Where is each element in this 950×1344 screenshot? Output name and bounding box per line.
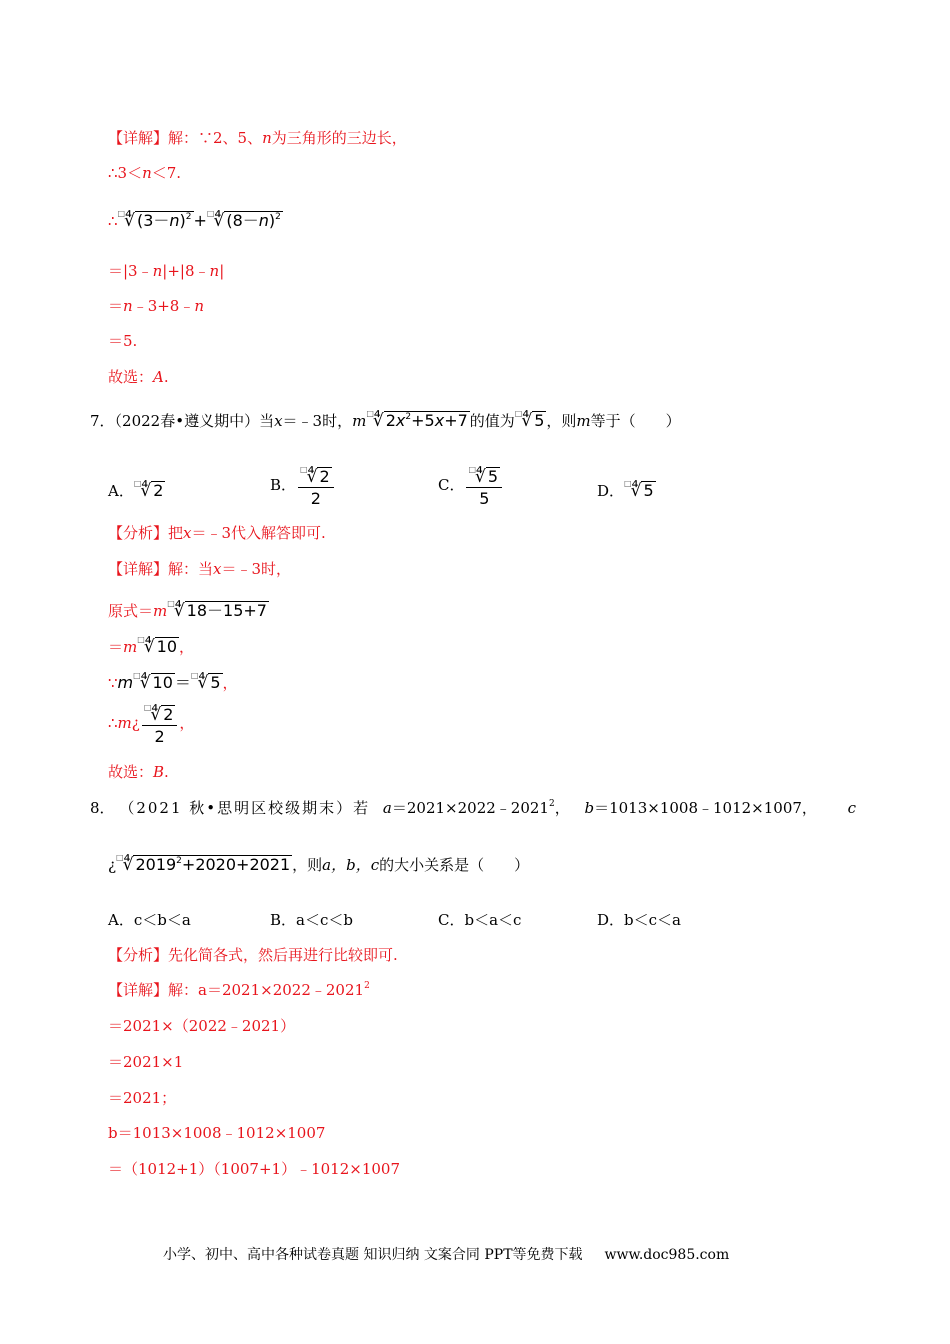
footer-text: 小学、初中、高中各种试卷真题 知识归纳 文案合同 PPT等免费下载 <box>163 1247 583 1263</box>
q6-detail-line-3: ∴□ ∜ $(3-n)^2$ +□ ∜ $(8-n)^2$ <box>108 209 281 231</box>
q8-stem-line-2: ¿□ ∜ $2019^2+2020+2021$ ，则a，b，c的大小关系是（ ） <box>108 853 530 875</box>
q7-option-b[interactable]: B． □ ∜ 2 2 <box>270 460 336 510</box>
q8-analysis: 【分析】先化简各式，然后再进行比较即可. <box>108 946 398 964</box>
q8-step-4: b＝1013×1008﹣1012×1007 <box>108 1124 326 1142</box>
q7-answer: 故选：B. <box>108 763 169 781</box>
q8-step-5: ＝（1012+1）（1007+1）﹣1012×1007 <box>108 1160 400 1178</box>
detail-tag: 【详解】 <box>108 129 169 147</box>
radical-expression: □ ∜ $(3-n)^2$ +□ ∜ $(8-n)^2$ <box>117 209 281 231</box>
q7-stem: 7．（2022春•遵义期中）当x＝﹣3时，m□ ∜ $2x^2+5x+7$ 的值为□ ∜ 5 ，则m等于（ ） <box>90 409 681 431</box>
q7-analysis: 【分析】把x＝﹣3代入解答即可. <box>108 524 326 542</box>
q7-step-1: 原式＝m□ ∜ 18－15+7 <box>108 599 267 621</box>
q7-step-2: ＝m□ ∜ 10 ， <box>108 635 195 657</box>
q7-option-d[interactable]: D．□ ∜ 5 <box>597 479 654 501</box>
q6-detail-line-1: 【详解】解：∵2、5、n为三角形的三边长， <box>108 129 407 147</box>
q6-detail-line-4: ＝|3﹣n|+|8﹣n| <box>108 262 225 280</box>
q6-answer: 故选：A. <box>108 368 169 386</box>
question-number: 8． <box>90 799 115 817</box>
q8-stem: 8． （2021 秋•思明区校级期末）若 $a=2021\times 2022﹣2021^2$， b＝1013×1008﹣1012×1007， c <box>90 799 856 817</box>
q7-option-a[interactable]: A．□ ∜ 2 <box>108 479 164 501</box>
q6-detail-line-6: ＝5. <box>108 332 138 350</box>
q7-step-3: ∵m□ ∜ 10 ＝□ ∜ 5 ， <box>108 671 238 693</box>
q8-detail: 【详解】解：$a=2021\times 2022﹣2021^2$ <box>108 981 370 999</box>
q8-step-2: ＝2021×1 <box>108 1053 184 1071</box>
q8-option-d[interactable]: D．b＜c＜a <box>597 911 681 929</box>
q6-detail-line-2: ∴3＜n＜7. <box>108 164 182 182</box>
q8-step-3: ＝2021； <box>108 1089 177 1107</box>
q8-option-b[interactable]: B．a＜c＜b <box>270 911 353 929</box>
q7-step-4: ∴m¿ □ ∜ 2 2 ， <box>108 698 194 748</box>
q6-detail-line-5: ＝n﹣3+8﹣n <box>108 297 205 315</box>
q8-step-1: ＝2021×（2022﹣2021） <box>108 1017 296 1035</box>
q8-option-c[interactable]: C．b＜a＜c <box>438 911 522 929</box>
footer-url[interactable]: www.doc985.com <box>604 1247 730 1263</box>
page-footer <box>163 1245 729 1265</box>
q7-option-c[interactable]: C． □ ∜ 5 5 <box>438 460 504 510</box>
q8-option-a[interactable]: A．c＜b＜a <box>108 911 191 929</box>
q7-detail: 【详解】解：当x＝﹣3时， <box>108 560 292 578</box>
question-number: 7． <box>90 412 115 430</box>
